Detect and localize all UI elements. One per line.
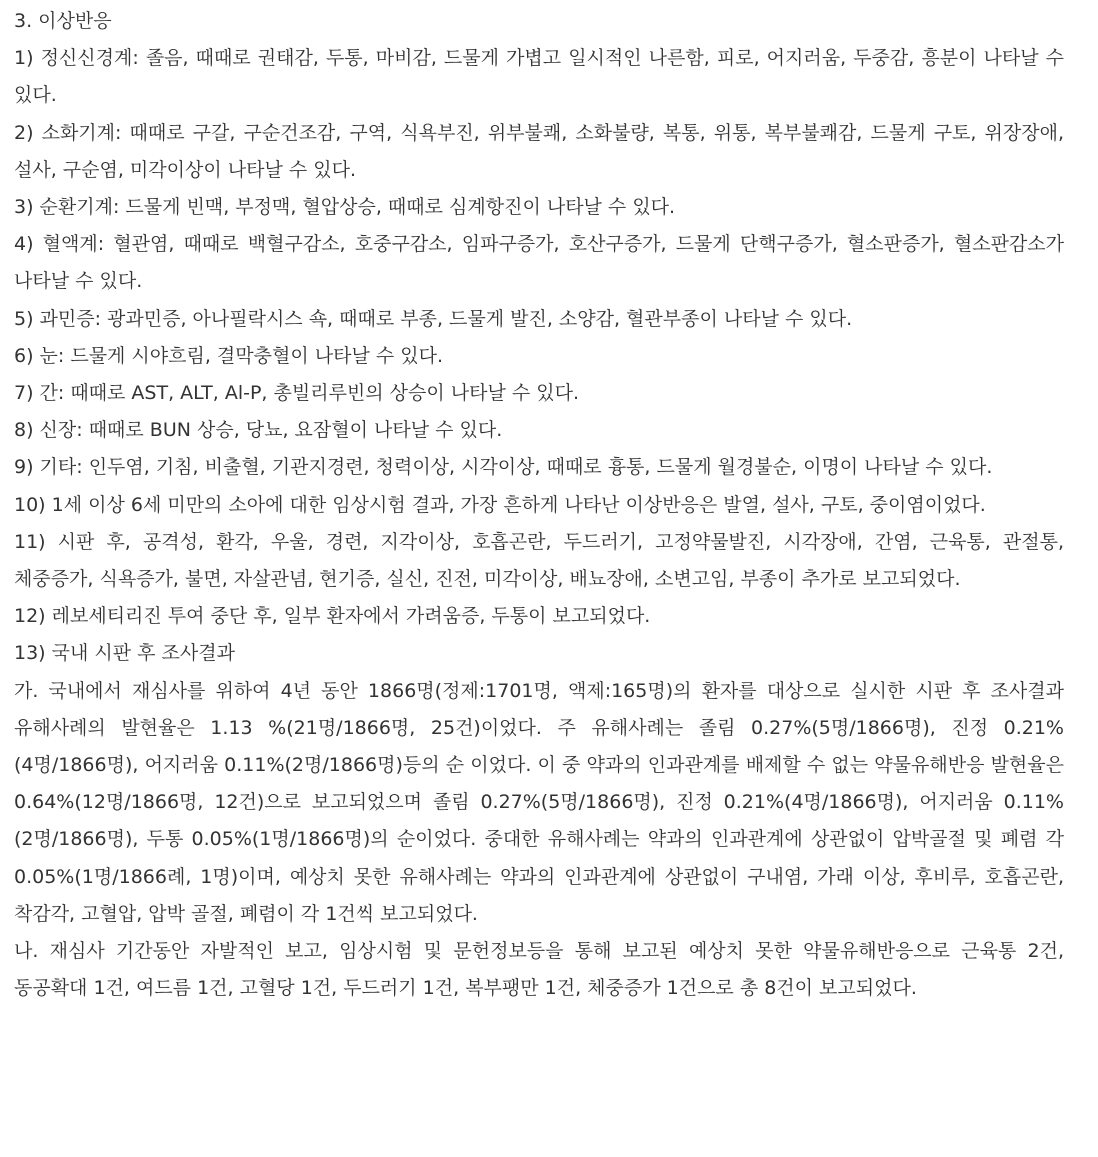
paragraph-2: 2) 소화기계: 때때로 구갈, 구순건조감, 구역, 식욕부진, 위부불쾌, 소화불량, 복통, 위통, 복부불쾌감, 드물게 구토, 위장장애, 설사, 구순염, 미각이상이 나타날 수 있다. [14, 121, 1064, 181]
paragraph-7: 7) 간: 때때로 AST, ALT, Al-P, 총빌리루빈의 상승이 나타날 수 있다. [14, 382, 580, 405]
paragraph-11: 11) 시판 후, 공격성, 환각, 우울, 경련, 지각이상, 호흡곤란, 두드러기, 고정약물발진, 시각장애, 간염, 근육통, 관절통, 체중증가, 식욕증가, 불면, 자살관념, 현기증, 실신, 진전, 미각이상, 배뇨장애, 소변고임, 부종이 추가로 보고되었다. [14, 530, 1064, 591]
paragraph-13-ga: 가. 국내에서 재심사를 위하여 4년 동안 1866명(정제:1701명, 액제:165명)의 환자를 대상으로 실시한 시판 후 조사결과 유해사례의 발현율은 1.13 %(21명/1866명, 25건)이었다. 주 유해사례는 졸림 0.27%(5명/1866명), 진정 0.21%(4명/1866명), 어지러움 0.11%(2명/1866명)등의 순 이었다. 이 중 약과의 인과관계를 배제할 수 없는 약물유해반응 발현율은 0.64%(12명/1866명, 12건)으로 보고되었으며 졸림 0.27%(5명/1866명), 진정 0.21%(4명/1866명), 어지러움 0.11%(2명/1866명), 두통 0.05%(1명/1866명)의 순이었다. 중대한 유해사례는 약과의 인과관계에 상관없이 압박골절 및 폐렴 각 0.05%(1명/1866례, 1명)이며, 예상치 못한 유해사례는 약과의 인과관계에 상관없이 구내염, 가래 이상, 후비루, 호흡곤란, 착감각, 고혈압, 압박 골절, 폐렴이 각 1건씩 보고되었다. [14, 679, 1064, 925]
paragraph-5: 5) 과민증: 광과민증, 아나필락시스 쇽, 때때로 부종, 드물게 발진, 소양감, 혈관부종이 나타날 수 있다. [14, 307, 853, 330]
paragraph-6: 6) 눈: 드물게 시야흐림, 결막충혈이 나타날 수 있다. [14, 344, 443, 367]
paragraph-10: 10) 1세 이상 6세 미만의 소아에 대한 임상시험 결과, 가장 흔하게 나타난 이상반응은 발열, 설사, 구토, 중이염이었다. [14, 493, 986, 516]
paragraph-13-na: 나. 재심사 기간동안 자발적인 보고, 임상시험 및 문헌정보등을 통해 보고된 예상치 못한 약물유해반응으로 근육통 2건, 동공확대 1건, 여드름 1건, 고혈당 1건, 두드러기 1건, 복부팽만 1건, 체중증가 1건으로 총 8건이 보고되었다. [14, 940, 1064, 1000]
paragraph-12: 12) 레보세티리진 투여 중단 후, 일부 환자에서 가려움증, 두통이 보고되었다. [14, 605, 651, 628]
paragraph-4: 4) 혈액계: 혈관염, 때때로 백혈구감소, 호중구감소, 임파구증가, 호산구증가, 드물게 단핵구증가, 혈소판증가, 혈소판감소가 나타날 수 있다. [14, 233, 1064, 293]
paragraph-1: 1) 정신신경계: 졸음, 때때로 권태감, 두통, 마비감, 드물게 가볍고 일시적인 나른함, 피로, 어지러움, 두중감, 흥분이 나타날 수 있다. [14, 47, 1064, 107]
section-heading: 3. 이상반응 [14, 10, 112, 32]
paragraph-9: 9) 기타: 인두염, 기침, 비출혈, 기관지경련, 청력이상, 시각이상, 때때로 흉통, 드물게 월경불순, 이명이 나타날 수 있다. [14, 456, 993, 479]
paragraph-3: 3) 순환기계: 드물게 빈맥, 부정맥, 혈압상승, 때때로 심계항진이 나타날 수 있다. [14, 196, 676, 219]
paragraph-8: 8) 신장: 때때로 BUN 상승, 당뇨, 요잠혈이 나타날 수 있다. [14, 419, 503, 442]
paragraph-13: 13) 국내 시판 후 조사결과 [14, 642, 235, 665]
